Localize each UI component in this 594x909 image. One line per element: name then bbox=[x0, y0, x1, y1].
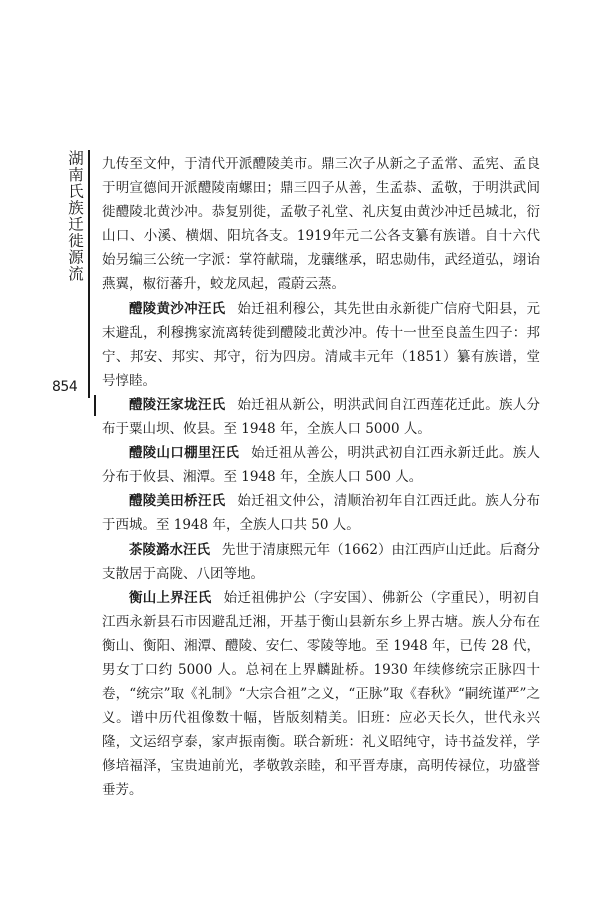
entry-heading: 衡山上界汪氏 bbox=[129, 589, 212, 606]
entry-text: 先世于清康熙元年（1662）由江西庐山迁此。后裔分支散居于高陇、八团等地。 bbox=[102, 541, 540, 582]
entry-shangjie bbox=[102, 586, 540, 803]
paragraph-continued bbox=[102, 152, 540, 297]
entry-lushui bbox=[102, 538, 540, 586]
running-head-title: 湖南氏族迁徙源流 bbox=[66, 150, 84, 282]
entry-heading: 醴陵山口棚里汪氏 bbox=[129, 445, 240, 462]
page-number: 854 bbox=[52, 379, 78, 395]
entry-heading: 醴陵黄沙冲汪氏 bbox=[129, 300, 226, 317]
entry-text: 始迁祖从新公，明洪武间自江西莲花迁此。族人分布于粟山坝、攸县。至 1948 年，全族人口 5000 人。 bbox=[102, 396, 540, 438]
entry-heading: 醴陵美田桥汪氏 bbox=[129, 493, 226, 510]
running-head-rule bbox=[88, 150, 90, 398]
entry-meitianqiao bbox=[102, 489, 540, 537]
entry-heading: 茶陵潞水汪氏 bbox=[129, 541, 211, 558]
entry-text: 始迁祖从善公，明洪武初自江西永新迁此。族人分布于攸县、湘潭。至 1948 年，全族人口 500 人。 bbox=[102, 445, 541, 486]
entry-text: 始迁祖佛护公（字安国）、佛新公（字重民），明初自江西永新县石市因避乱迁湘，开基于衡山县新东乡上界古塘。族人分布在衡山、衡阳、湘潭、醴陵、安仁、零陵等地。至 1948 年，已传 28 代，男女丁口约 5000 人。总祠在上界麟趾桥。1930 年续修统宗正脉四十卷，“统宗”取《礼制》“大宗合祖”之义，“正脉”取《春秋》“嗣统谨严”之义。谱中历代祖像数十幅，皆版刻精美。旧班：应必天长久，世代永兴隆，文运绍亨泰，家声振南衡。联合新班：礼义昭纯守，诗书益发祥，学修培福泽，宝贵迪前光，孝敬敦亲睦，和平晋寿康，高明传禄位，功盛誉垂芳。 bbox=[102, 589, 541, 799]
entry-wangjialong bbox=[102, 393, 540, 441]
entry-text: 始迁祖利穆公，其先世由永新徙广信府弋阳县，元末避乱，利穆携家流离转徙到醴陵北黄沙冲。传十一世至良盖生四子：邦宁、邦安、邦实、邦守，衍为四房。清咸丰元年（1851）纂有族谱，堂号惇睦。 bbox=[102, 300, 540, 389]
entry-heading: 醴陵汪家垅汪氏 bbox=[129, 396, 226, 413]
entry-shankou-pengli bbox=[102, 441, 540, 489]
body-text bbox=[102, 152, 540, 803]
entry-text: 始迁祖文仲公，清顺治初年自江西迁此。族人分布于西城。至 1948 年，全族人口共 50 人。 bbox=[102, 493, 540, 534]
entry-huangshachong bbox=[102, 297, 540, 393]
paragraph-text: 九传至文仲，于清代开派醴陵美市。鼎三次子从新之子孟常、孟宪、孟良于明宣德间开派醴陵南螺田；鼎三四子从善，生孟恭、孟敬，于明洪武间徙醴陵北黄沙冲。恭复别徙，孟敬子礼堂、礼庆复由黄沙冲迁邑城北，衍山口、小溪、横烟、阳坑各支。1919年元二公各支纂有族谱。自十六代始另编三公统一字派：掌符献瑞，龙骧继承，昭忠勋伟，武经道弘，翊诒燕翼，椒衍蕃升，蛟龙凤起，霞蔚云蒸。 bbox=[102, 156, 540, 293]
margin-mark bbox=[94, 395, 96, 416]
